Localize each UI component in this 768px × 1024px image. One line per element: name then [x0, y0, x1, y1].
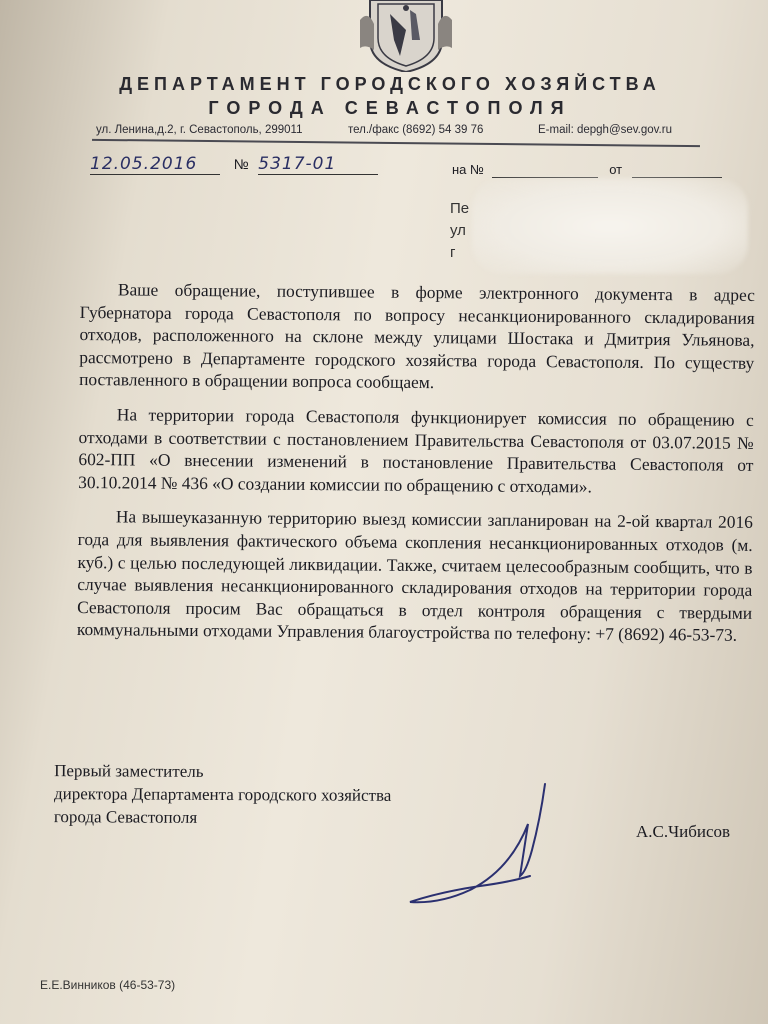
body-paragraph-3: На вышеуказанную территорию выезд комиссии запланирован на 2-ой квартал 2016 года для выявления фактического объема скопления несанкционированных отходов (м. куб.) с целью последующей ликвидации. Также, считаем целесообразным сообщить, что в случае выявления несанкционированного складирования отходов на территории города Севастополя просим Вас обращаться в отдел контроля обращения с твердыми коммунальными отходами Управления благоустройства по телефону: +7 (8692) 46-53-73. [76, 506, 753, 646]
department-address: ул. Ленина,д.2, г. Севастополь, 299011 [96, 124, 303, 136]
outgoing-registration [90, 154, 378, 175]
letter-body [77, 278, 755, 659]
reference-date-blank [632, 162, 722, 178]
reference-number-label: на № [452, 162, 484, 177]
handwritten-signature [400, 780, 570, 910]
recipient-line-1: Пе [450, 200, 470, 217]
header-divider [92, 139, 700, 147]
incoming-reference [452, 162, 722, 178]
recipient-line-2: ул [450, 222, 466, 239]
recipient-line-3: г [450, 244, 456, 261]
department-email: E-mail: depgh@sev.gov.ru [538, 124, 672, 136]
body-paragraph-1: Ваше обращение, поступившее в форме электронного документа в адрес Губернатора города Севастополя по вопросу несанкционированного складирования отходов, расположенного на склоне между улицами Шостака и Дмитрия Ульянова, рассмотрено в Департаменте городского хозяйства города Севастополя. По существу поставленного в обращении вопроса сообщаем. [79, 279, 755, 393]
department-phone: тел./факс (8692) 54 39 76 [348, 124, 484, 136]
signatory-name: А.С.Чибисов [636, 822, 731, 841]
signatory-title-line3: города Севастополя [53, 807, 198, 827]
department-title-line1: ДЕПАРТАМЕНТ ГОРОДСКОГО ХОЗЯЙСТВА [119, 74, 661, 94]
letter-date: 12.05.2016 [90, 154, 220, 175]
signatory-title-line1: Первый заместитель [54, 761, 204, 781]
body-paragraph-2: На территории города Севастополя функционирует комиссия по обращению с отходами в соответствии с постановлением Правительства Севастополя от 03.07.2015 № 602-ПП «О внесении изменений в постановление Правительства Севастополя от 30.10.2014 № 436 «О создании комиссии по обращению с отходами». [78, 404, 754, 497]
reference-number-blank [492, 162, 598, 178]
letter-number: 5317-01 [258, 154, 378, 175]
redacted-recipient-area [472, 178, 748, 274]
reference-date-label: от [609, 162, 623, 177]
department-title-line2: ГОРОДА СЕВАСТОПОЛЯ [208, 98, 572, 118]
executor-note: Е.Е.Винников (46-53-73) [40, 978, 176, 992]
sevastopol-coat-of-arms-icon [360, 0, 452, 72]
number-sign: № [233, 156, 249, 172]
signatory-title-line2: директора Департамента городского хозяйства [53, 784, 392, 805]
signatory-title [54, 759, 392, 830]
